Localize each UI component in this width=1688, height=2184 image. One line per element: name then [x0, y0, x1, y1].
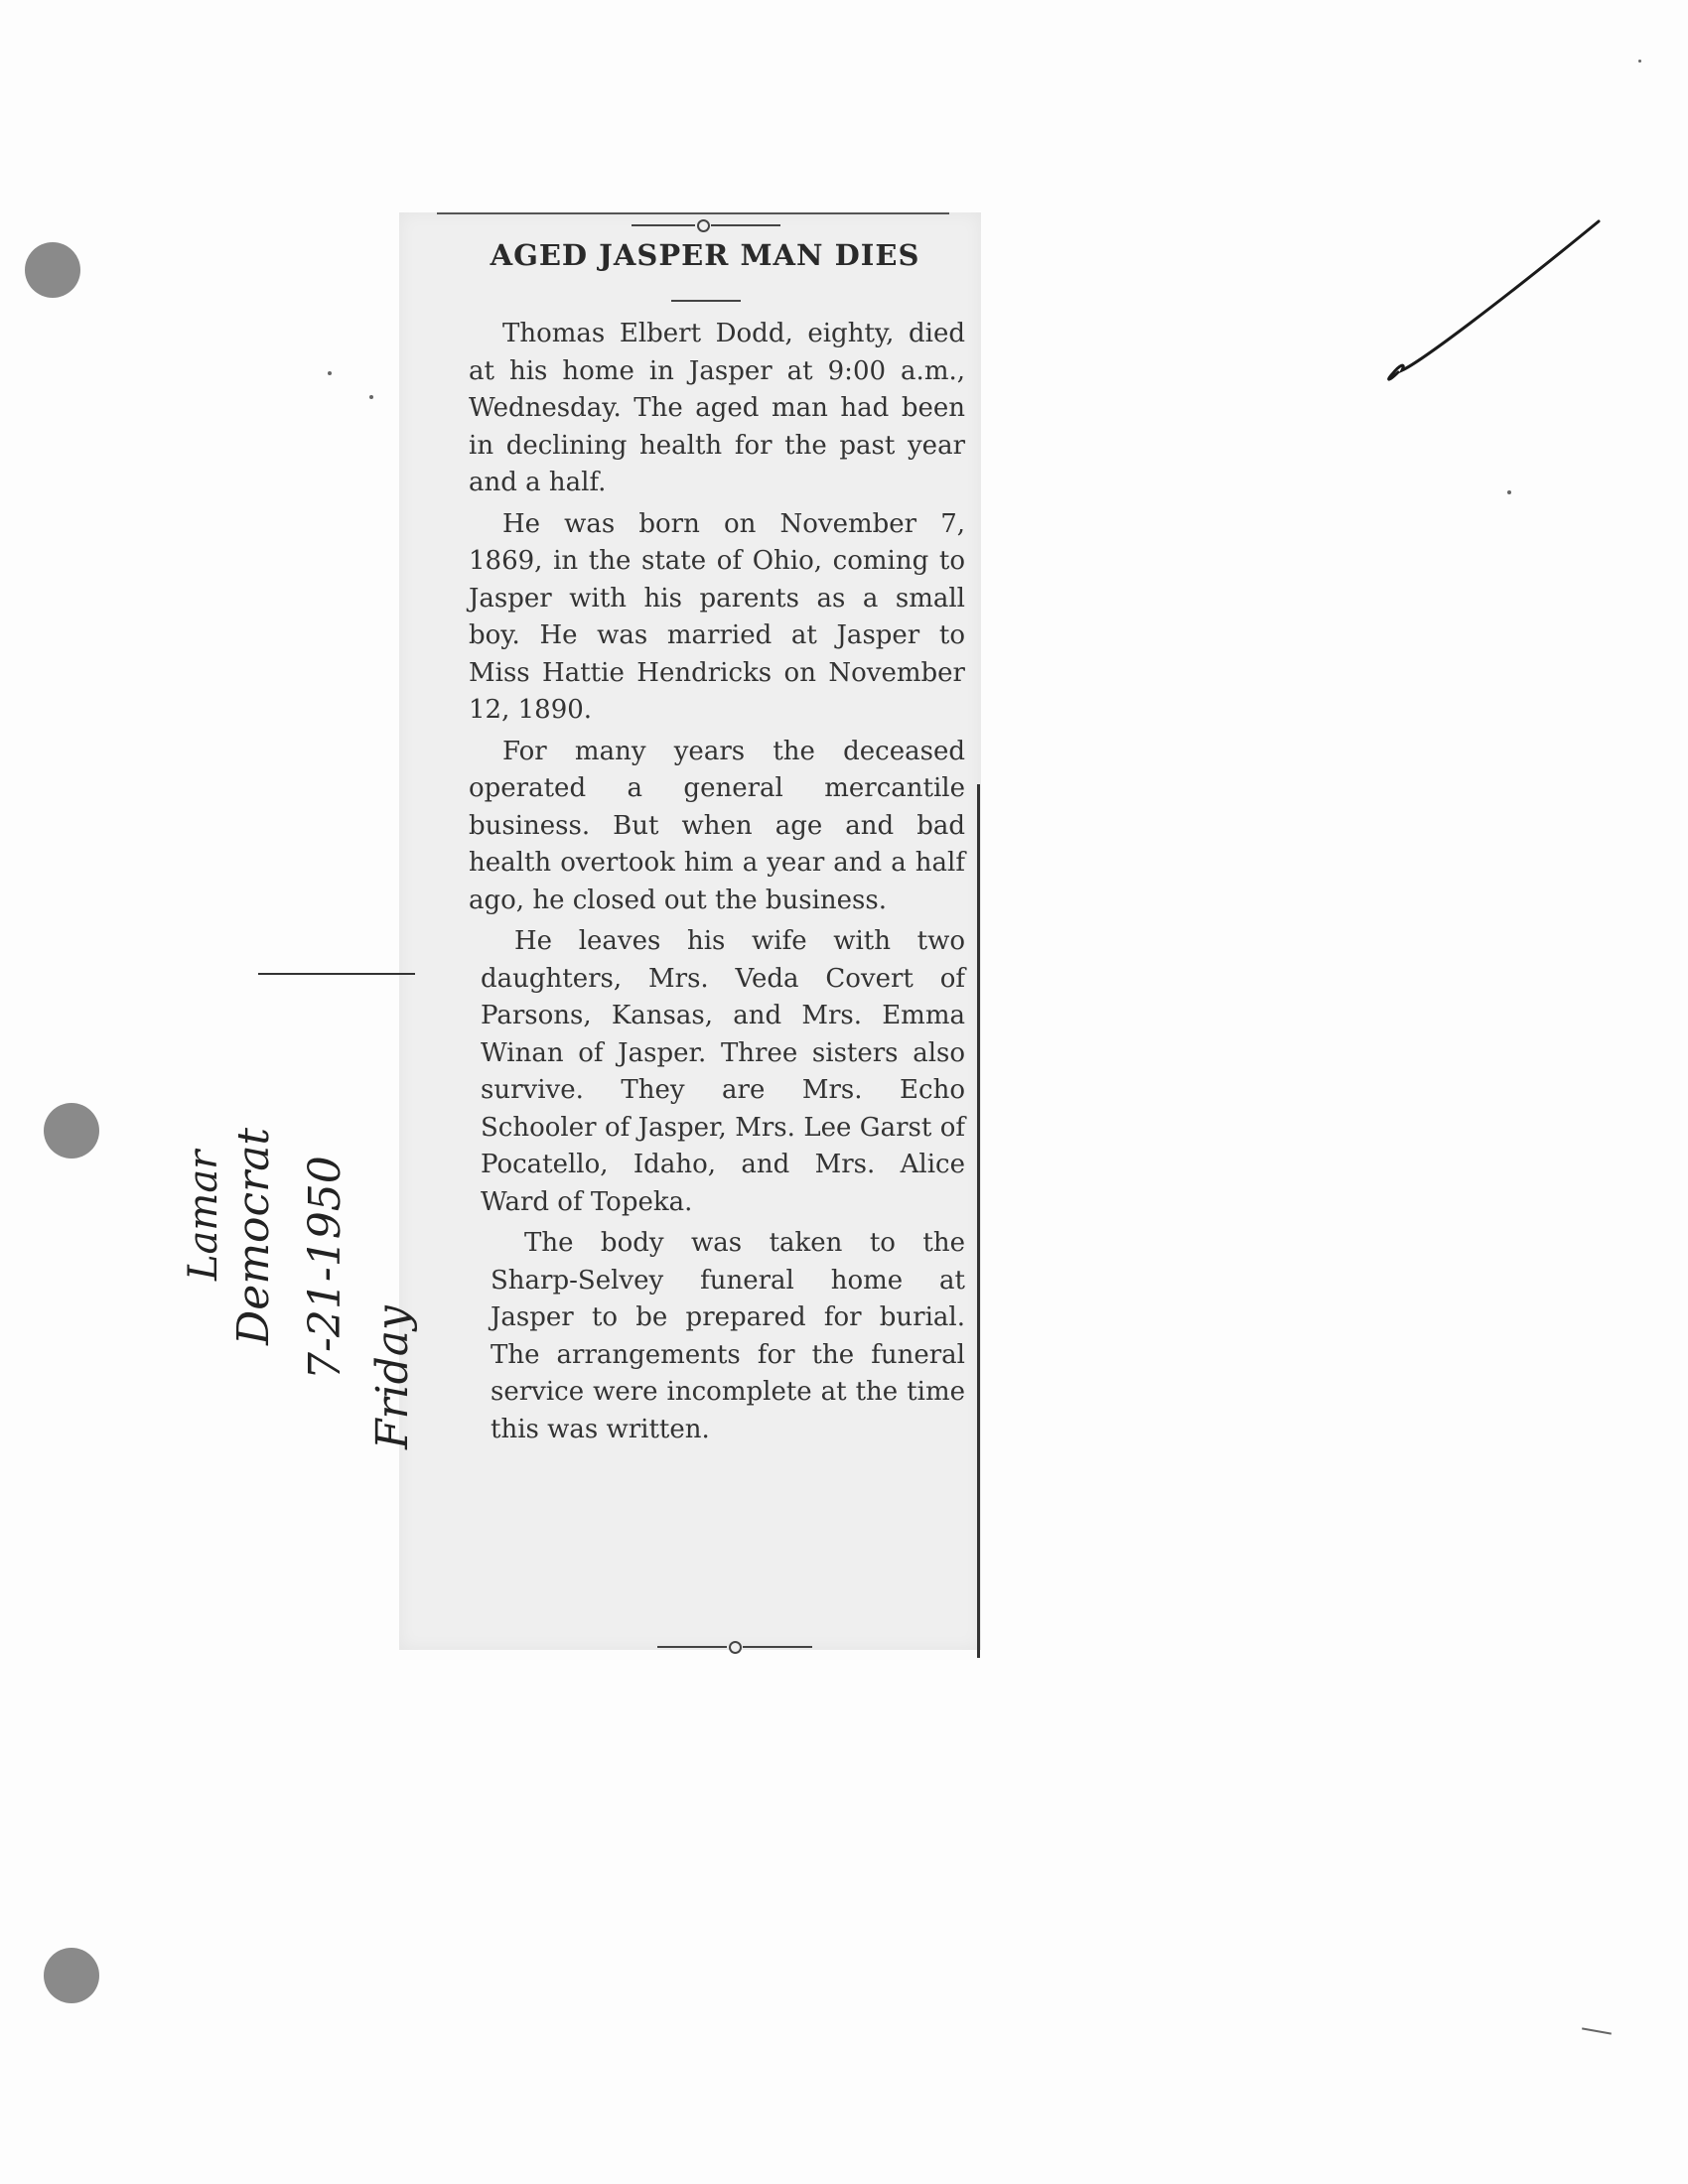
checkmark-icon	[1380, 213, 1609, 392]
handwritten-date: 7-21-1950	[300, 1156, 351, 1380]
punch-hole-middle	[44, 1103, 99, 1159]
article-paragraph: He leaves his wife with two daughters, Mrs. Veda Covert of Parsons, Kansas, and Mrs. Emma Winan of Jasper. Three sisters also survive. They are Mrs. Echo Schooler of Jasper, Mrs. Lee Garst of Pocatello, Idaho, and Mrs. Alice Ward of Topeka.	[481, 926, 965, 1217]
article-paragraph: Thomas Elbert Dodd, eighty, died at his home in Jasper at 9:00 a.m., Wednesday. The aged man had been in declining health for the past year and a half.	[469, 319, 965, 497]
handwritten-day: Friday	[367, 1305, 418, 1449]
scan-mark	[369, 395, 373, 399]
scan-mark	[1507, 490, 1511, 494]
article-paragraph: The body was taken to the Sharp-Selvey funeral home at Jasper to be prepared for burial. The arrangements for the funeral service were incomplete at the time this was written.	[491, 1228, 965, 1444]
headline-rule	[671, 300, 741, 302]
scan-mark	[1582, 2027, 1612, 2034]
margin-rule	[258, 973, 415, 975]
bottom-ornament-rule	[657, 1640, 812, 1654]
article-paragraph: He was born on November 7, 1869, in the state of Ohio, coming to Jasper with his parents as a small boy. He was married at Jasper to Miss Hattie Hendricks on November 12, 1890.	[469, 508, 965, 725]
handwritten-source-note	[149, 1003, 447, 1459]
article-paragraph: For many years the deceased operated a general mercantile business. But when age and bad health overtook him a year and a half ago, he closed out the business.	[469, 736, 965, 915]
scan-mark	[328, 371, 332, 375]
clipping-right-edge	[977, 784, 980, 1658]
top-ornament-rule	[632, 218, 780, 232]
clipping-top-edge	[437, 212, 949, 214]
article-body	[469, 316, 965, 1452]
handwritten-source-line1: Lamar	[181, 1150, 226, 1281]
scan-mark	[1638, 60, 1641, 63]
article-headline: AGED JASPER MAN DIES	[490, 238, 920, 272]
handwritten-source-line2: Democrat	[228, 1127, 279, 1345]
punch-hole-top	[25, 242, 80, 298]
punch-hole-bottom	[44, 1948, 99, 2003]
